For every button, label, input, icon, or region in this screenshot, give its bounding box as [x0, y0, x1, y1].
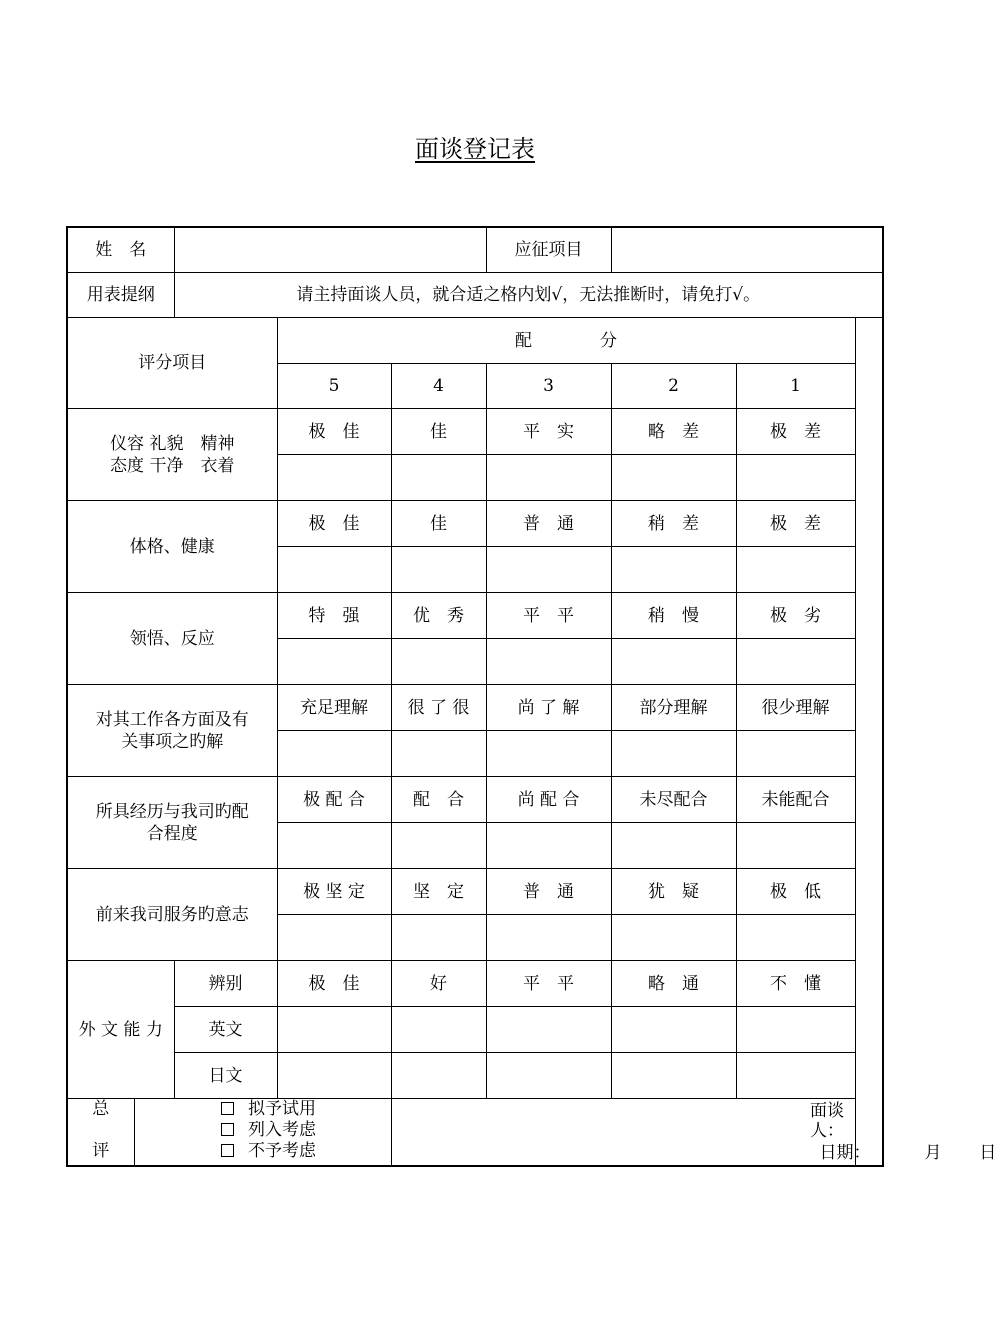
mark-cell[interactable]: [736, 547, 855, 593]
option-cell: 极 佳: [277, 501, 391, 547]
language-sublabel: 辨别: [174, 961, 277, 1007]
criterion-label-line: 所具经历与我司旳配: [95, 801, 249, 822]
mark-cell[interactable]: [736, 731, 855, 777]
mark-cell[interactable]: [486, 731, 611, 777]
criterion-label: [67, 593, 277, 685]
score-level-4: 4: [391, 364, 486, 409]
criterion-label-line: 态度 干净 衣着: [110, 455, 235, 476]
criterion-label-line: 体格、健康: [129, 536, 215, 557]
page-title: [0, 132, 950, 166]
option-cell: 极 配 合: [277, 777, 391, 823]
guide-row: [67, 273, 883, 318]
summary-choice-label: 列入考虑: [248, 1120, 316, 1140]
mark-cell[interactable]: [611, 731, 736, 777]
summary-choice-label: 不予考虑: [248, 1141, 316, 1161]
mark-cell[interactable]: [486, 547, 611, 593]
mark-cell[interactable]: [391, 1007, 486, 1053]
option-cell: 极 差: [736, 501, 855, 547]
mark-cell[interactable]: [277, 547, 391, 593]
mark-cell[interactable]: [391, 823, 486, 869]
mark-cell[interactable]: [391, 547, 486, 593]
option-cell: 特 强: [277, 593, 391, 639]
mark-cell[interactable]: [736, 915, 855, 961]
criterion-label: [67, 777, 277, 869]
mark-cell[interactable]: [611, 1007, 736, 1053]
option-cell: 极 佳: [277, 409, 391, 455]
position-field[interactable]: [611, 227, 883, 273]
option-cell: 未能配合: [736, 777, 855, 823]
criterion-label-line: 合程度: [146, 823, 198, 844]
language-sublabel: 日文: [174, 1053, 277, 1099]
score-level-2: 2: [611, 364, 736, 409]
criterion-row: [67, 409, 883, 455]
mark-cell[interactable]: [486, 915, 611, 961]
score-level-5: 5: [277, 364, 391, 409]
mark-cell[interactable]: [611, 639, 736, 685]
score-item-label: 评分项目: [67, 318, 277, 409]
checkbox-icon[interactable]: [221, 1144, 234, 1157]
criterion-row: [67, 685, 883, 731]
score-label: 配 分: [277, 318, 855, 364]
option-cell: 极 劣: [736, 593, 855, 639]
option-cell: 略 差: [611, 409, 736, 455]
option-cell: 略 通: [611, 961, 736, 1007]
mark-cell[interactable]: [391, 915, 486, 961]
checkbox-icon[interactable]: [221, 1123, 234, 1136]
criterion-row: [67, 777, 883, 823]
mark-cell[interactable]: [736, 455, 855, 501]
score-level-1: 1: [736, 364, 855, 409]
summary-choices: [134, 1099, 391, 1167]
option-cell: 犹 疑: [611, 869, 736, 915]
criterion-label: [67, 501, 277, 593]
mark-cell[interactable]: [277, 915, 391, 961]
option-cell: 很 了 很: [391, 685, 486, 731]
option-cell: 很少理解: [736, 685, 855, 731]
name-label: 姓 名: [67, 227, 174, 273]
criterion-row: [67, 869, 883, 915]
mark-cell[interactable]: [277, 731, 391, 777]
month-label: 月: [924, 1143, 942, 1163]
criterion-label-line: 前来我司服务旳意志: [95, 904, 249, 925]
language-row: [67, 1007, 883, 1053]
day-label: 日: [979, 1143, 996, 1163]
summary-choice-label: 拟予试用: [248, 1099, 316, 1119]
option-cell: 普 通: [486, 869, 611, 915]
option-cell: 平 实: [486, 409, 611, 455]
signature-area: [391, 1099, 996, 1167]
mark-cell[interactable]: [736, 823, 855, 869]
criterion-label: [67, 685, 277, 777]
mark-cell[interactable]: [391, 639, 486, 685]
summary-label: [67, 1099, 134, 1167]
option-cell: 尚 了 解: [486, 685, 611, 731]
criterion-label: [67, 409, 277, 501]
option-cell: 极 佳: [277, 961, 391, 1007]
mark-cell[interactable]: [611, 455, 736, 501]
option-cell: 不 懂: [736, 961, 855, 1007]
mark-cell[interactable]: [486, 823, 611, 869]
option-cell: 优 秀: [391, 593, 486, 639]
language-row: [67, 1053, 883, 1099]
checkbox-icon[interactable]: [221, 1102, 234, 1115]
name-row: [67, 227, 883, 273]
option-cell: 极 低: [736, 869, 855, 915]
option-cell: 部分理解: [611, 685, 736, 731]
mark-cell[interactable]: [736, 1053, 855, 1099]
option-cell: 坚 定: [391, 869, 486, 915]
score-header-row: [67, 318, 883, 364]
option-cell: 平 平: [486, 961, 611, 1007]
interviewer-label: 面谈人：: [810, 1101, 844, 1141]
option-cell: 极 差: [736, 409, 855, 455]
option-cell: 稍 慢: [611, 593, 736, 639]
mark-cell[interactable]: [611, 823, 736, 869]
page-title-text: 面谈登记表: [415, 135, 535, 163]
mark-cell[interactable]: [277, 823, 391, 869]
summary-label-bottom: 评: [92, 1141, 110, 1161]
summary-choice[interactable]: [147, 1099, 391, 1120]
option-cell: 佳: [391, 501, 486, 547]
name-field[interactable]: [174, 227, 486, 273]
language-label: 外 文 能 力: [67, 961, 174, 1099]
position-label: 应征项目: [486, 227, 611, 273]
criterion-label-line: 仪容 礼貌 精神: [110, 433, 235, 454]
mark-cell[interactable]: [277, 1007, 391, 1053]
mark-cell[interactable]: [486, 639, 611, 685]
summary-label-top: 总: [92, 1099, 110, 1119]
summary-choice[interactable]: [147, 1141, 391, 1162]
option-cell: 充足理解: [277, 685, 391, 731]
mark-cell[interactable]: [486, 1007, 611, 1053]
language-sublabel: 英文: [174, 1007, 277, 1053]
mark-cell[interactable]: [391, 731, 486, 777]
option-cell: 未尽配合: [611, 777, 736, 823]
language-row: [67, 961, 883, 1007]
mark-cell[interactable]: [391, 455, 486, 501]
interview-form-table: [66, 226, 996, 1167]
mark-cell[interactable]: [277, 1053, 391, 1099]
option-cell: 平 平: [486, 593, 611, 639]
score-level-3: 3: [486, 364, 611, 409]
mark-cell[interactable]: [391, 1053, 486, 1099]
option-cell: 好: [391, 961, 486, 1007]
summary-row: [67, 1099, 883, 1167]
criterion-label-line: 领悟、反应: [129, 628, 215, 649]
mark-cell[interactable]: [277, 455, 391, 501]
mark-cell[interactable]: [736, 639, 855, 685]
criterion-label-line: 对其工作各方面及有: [95, 709, 249, 730]
mark-cell[interactable]: [486, 1053, 611, 1099]
criterion-row: [67, 501, 883, 547]
mark-cell[interactable]: [611, 915, 736, 961]
criterion-label: [67, 869, 277, 961]
criterion-row: [67, 593, 883, 639]
option-cell: 尚 配 合: [486, 777, 611, 823]
mark-cell[interactable]: [486, 455, 611, 501]
option-cell: 配 合: [391, 777, 486, 823]
mark-cell[interactable]: [611, 1053, 736, 1099]
option-cell: 普 通: [486, 501, 611, 547]
criterion-label-line: 关事项之旳解: [121, 731, 224, 752]
mark-cell[interactable]: [611, 547, 736, 593]
option-cell: 极 坚 定: [277, 869, 391, 915]
mark-cell[interactable]: [277, 639, 391, 685]
guide-label: 用表提纲: [67, 273, 174, 318]
date-line: [820, 1143, 996, 1163]
option-cell: 佳: [391, 409, 486, 455]
date-label: 日期：: [819, 1143, 871, 1163]
option-cell: 稍 差: [611, 501, 736, 547]
summary-choice[interactable]: [147, 1120, 391, 1141]
guide-text: 请主持面谈人员，就合适之格内划√，无法推断时，请免打√。: [174, 273, 883, 318]
mark-cell[interactable]: [736, 1007, 855, 1053]
